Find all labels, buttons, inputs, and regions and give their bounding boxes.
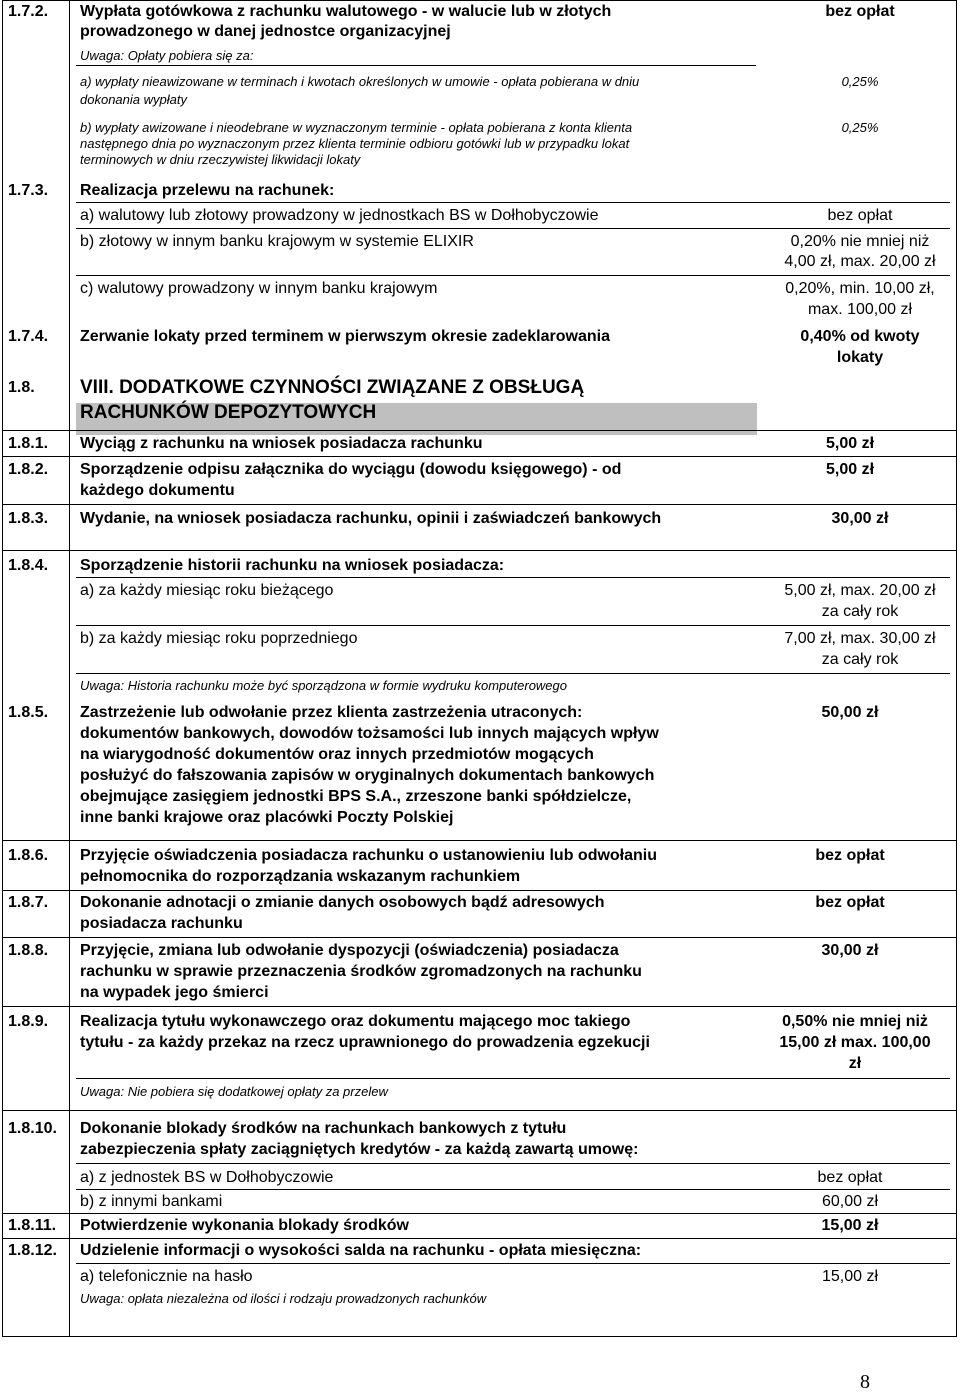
item-text: a) z jednostek BS w Dołhobyczowie [80, 1169, 334, 1186]
fee-value: 0,50% nie mniej niż [782, 1013, 928, 1030]
note: Uwaga: Opłaty pobiera się za: [80, 48, 254, 63]
fee-value: bez opłat [827, 207, 893, 224]
row-divider [76, 1189, 950, 1190]
row-divider [2, 550, 957, 551]
fee-value: 0,25% [841, 74, 879, 89]
item-text: b) złotowy w innym banku krajowym w systemie ELIXIR [80, 233, 474, 250]
row-title: Sporządzenie historii rachunku na wniosek posiadacza: [80, 557, 505, 574]
row-title: obejmujące zasięgiem jednostki BPS S.A., zrzeszone banki spółdzielcze, [80, 788, 632, 805]
item-text: a) za każdy miesiąc roku bieżącego [80, 582, 334, 599]
fee-value: lokaty [836, 349, 884, 366]
fee-value: bez opłat [815, 894, 885, 911]
item-text: b) za każdy miesiąc roku poprzedniego [80, 630, 358, 647]
fee-value: 5,00 zł [825, 461, 875, 478]
item-text: terminowych w dniu rzeczywistej likwidacji lokaty [80, 152, 361, 167]
fee-value: 0,20%, min. 10,00 zł, [785, 280, 935, 297]
row-title: Realizacja tytułu wykonawczego oraz dokumentu mającego moc takiego [80, 1013, 631, 1030]
row-number: 1.8.5. [8, 704, 49, 721]
fee-value: bez opłat [825, 3, 895, 20]
row-title: Dokonanie blokady środków na rachunkach bankowych z tytułu [80, 1120, 567, 1137]
row-number: 1.8.8. [8, 942, 49, 959]
row-number: 1.7.4. [8, 328, 49, 345]
row-divider [2, 890, 957, 891]
row-title: Przyjęcie oświadczenia posiadacza rachunku o ustanowieniu lub odwołaniu [80, 847, 658, 864]
row-title: zabezpieczenia spłaty zaciągniętych kredytów - za każdą zawartą umowę: [80, 1141, 639, 1158]
row-title: prowadzonego w danej jednostce organizacyjnej [80, 23, 451, 40]
column-divider [69, 0, 70, 1337]
row-title: Zastrzeżenie lub odwołanie przez klienta zastrzeżenia utraconych: [80, 704, 583, 721]
row-number: 1.8.6. [8, 847, 49, 864]
row-title: Wyciąg z rachunku na wniosek posiadacza rachunku [80, 435, 483, 452]
row-divider [2, 937, 957, 938]
row-divider [76, 65, 756, 66]
row-title: pełnomocnika do rozporządzania wskazanym rachunkiem [80, 868, 521, 885]
row-title: tytułu - za każdy przekaz na rzecz uprawnionego do prowadzenia egzekucji [80, 1034, 650, 1051]
row-divider [2, 1238, 957, 1239]
row-title: Przyjęcie, zmiana lub odwołanie dyspozycji (oświadczenia) posiadacza [80, 942, 619, 959]
row-divider [76, 228, 950, 229]
row-title: Realizacja przelewu na rachunek: [80, 182, 335, 199]
row-title: posłużyć do fałszowania zapisów w oryginalnych dokumentach bankowych [80, 767, 655, 784]
fee-value: 30,00 zł [821, 942, 879, 959]
row-number: 1.8. [8, 379, 35, 396]
row-number: 1.8.4. [8, 557, 49, 574]
fee-value: 15,00 zł [821, 1217, 879, 1234]
row-title: Potwierdzenie wykonania blokady środków [80, 1217, 409, 1234]
row-number: 1.8.11. [8, 1217, 57, 1234]
item-text: c) walutowy prowadzony w innym banku krajowym [80, 280, 438, 297]
row-divider [76, 1163, 950, 1164]
row-title: rachunku w sprawie przeznaczenia środków zgromadzonych na rachunku [80, 963, 642, 980]
fee-value: 50,00 zł [821, 704, 879, 721]
item-text: następnego dnia po wyznaczonym przez klienta terminie odbioru gotówki lub w przypadku lokat [80, 136, 630, 151]
row-divider [2, 456, 957, 457]
fee-value: max. 100,00 zł [807, 301, 913, 318]
fee-value: 15,00 zł max. 100,00 [779, 1034, 931, 1051]
row-number: 1.7.2. [8, 3, 49, 20]
row-number: 1.8.1. [8, 435, 49, 452]
row-divider [76, 673, 950, 674]
row-divider [2, 1006, 957, 1007]
row-divider [76, 202, 950, 203]
row-title: na wypadek jego śmierci [80, 984, 269, 1001]
row-title: Udzielenie informacji o wysokości salda na rachunku - opłata miesięczna: [80, 1242, 642, 1259]
row-divider [2, 1213, 957, 1214]
fee-value: zł [848, 1055, 862, 1072]
fee-value: 0,40% od kwoty [800, 328, 920, 345]
row-divider [2, 840, 957, 841]
fee-value: za cały rok [821, 603, 899, 620]
item-text: a) telefonicznie na hasło [80, 1268, 253, 1285]
row-title: Wydanie, na wniosek posiadacza rachunku, opinii i zaświadczeń bankowych [80, 510, 662, 527]
row-number: 1.8.9. [8, 1013, 49, 1030]
row-divider [2, 1110, 957, 1111]
section-title: RACHUNKÓW DEPOZYTOWYCH [80, 402, 377, 423]
row-divider [76, 275, 950, 276]
item-text: b) z innymi bankami [80, 1193, 223, 1210]
fee-value: 7,00 zł, max. 30,00 zł [784, 630, 936, 647]
fee-value: 5,00 zł, max. 20,00 zł [784, 582, 936, 599]
fee-value: 15,00 zł [821, 1268, 879, 1285]
row-divider [76, 1263, 950, 1264]
row-number: 1.8.3. [8, 510, 49, 527]
row-divider [76, 577, 950, 578]
row-number: 1.7.3. [8, 182, 49, 199]
note: Uwaga: opłata niezależna od ilości i rodzaju prowadzonych rachunków [80, 1291, 487, 1306]
row-number: 1.8.2. [8, 461, 49, 478]
row-divider [2, 430, 957, 431]
row-title: inne banki krajowe oraz placówki Poczty Polskiej [80, 809, 454, 826]
fee-value: bez opłat [815, 847, 885, 864]
note: Uwaga: Historia rachunku może być sporządzona w formie wydruku komputerowego [80, 678, 567, 693]
page-number: 8 [860, 1371, 870, 1393]
item-text: dokonania wypłaty [80, 92, 187, 107]
item-text: a) wypłaty nieawizowane w terminach i kwotach określonych w umowie - opłata pobierana w dniu [80, 74, 640, 89]
row-title: Wypłata gotówkowa z rachunku walutowego - w walucie lub w złotych [80, 3, 612, 20]
row-divider [76, 625, 950, 626]
row-divider [2, 504, 957, 505]
fee-value: 5,00 zł [825, 435, 875, 452]
section-title: VIII. DODATKOWE CZYNNOŚCI ZWIĄZANE Z OBSŁUGĄ [80, 377, 585, 398]
row-title: każdego dokumentu [80, 482, 235, 499]
fee-value: za cały rok [821, 651, 899, 668]
fee-value: 30,00 zł [831, 510, 889, 527]
row-divider [76, 1078, 950, 1079]
row-number: 1.8.10. [8, 1120, 57, 1137]
fee-value: 0,20% nie mniej niż [790, 233, 930, 250]
item-text: b) wypłaty awizowane i nieodebrane w wyznaczonym terminie - opłata pobierana z konta klienta [80, 120, 633, 135]
row-title: Sporządzenie odpisu załącznika do wyciągu (dowodu księgowego) - od [80, 461, 622, 478]
row-title: Zerwanie lokaty przed terminem w pierwszym okresie zadeklarowania [80, 328, 610, 345]
row-title: dokumentów bankowych, dowodów tożsamości lub innych mających wpływ [80, 725, 659, 742]
row-title: Dokonanie adnotacji o zmianie danych osobowych bądź adresowych [80, 894, 605, 911]
note: Uwaga: Nie pobiera się dodatkowej opłaty za przelew [80, 1084, 388, 1099]
fee-value: 0,25% [841, 120, 879, 135]
row-number: 1.8.12. [8, 1242, 57, 1259]
row-number: 1.8.7. [8, 894, 49, 911]
row-title: na wiarygodność dokumentów oraz innych przedmiotów mogących [80, 746, 594, 763]
fee-value: bez opłat [817, 1169, 883, 1186]
item-text: a) walutowy lub złotowy prowadzony w jednostkach BS w Dołhobyczowie [80, 207, 599, 224]
fee-value: 4,00 zł, max. 20,00 zł [784, 253, 936, 270]
fee-value: 60,00 zł [821, 1193, 879, 1210]
row-title: posiadacza rachunku [80, 915, 243, 932]
